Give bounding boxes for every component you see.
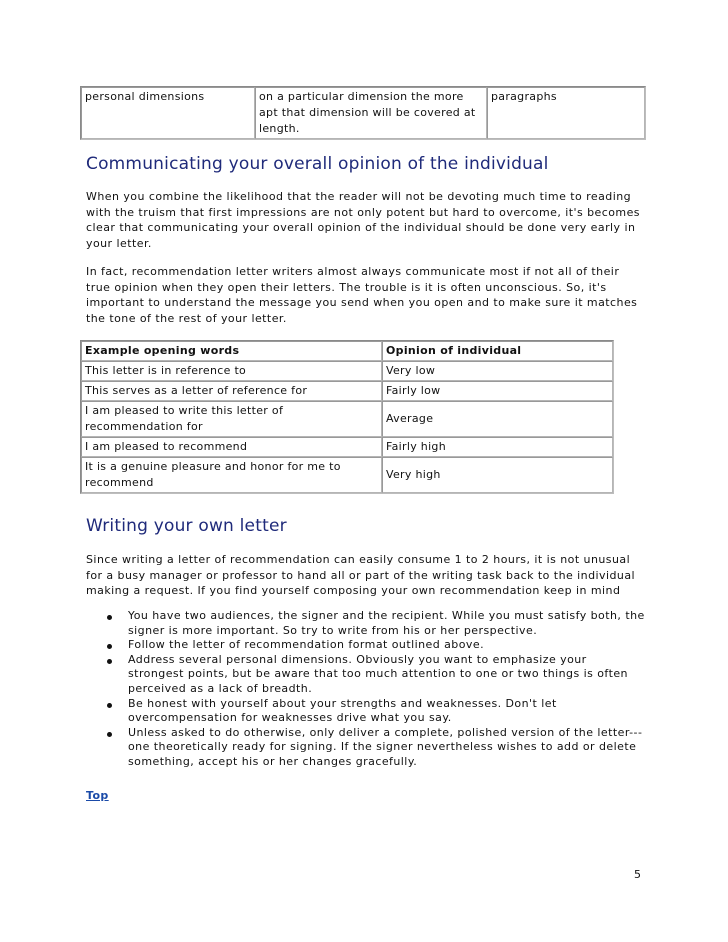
table-cell: This serves as a letter of reference for [81, 381, 382, 401]
bullet-icon [107, 615, 112, 620]
table-cell: paragraphs [487, 87, 645, 139]
table-row [81, 437, 613, 457]
continued-table [80, 86, 646, 140]
table-header-row [81, 341, 613, 361]
bullet-icon [107, 644, 112, 649]
table-row [81, 457, 613, 493]
paragraph: When you combine the likelihood that the reader will not be devoting much time to reading with the truism that first impressions are not only potent but hard to overcome, it's becomes clear that communicating your overall opinion of the individual should be done very early in your letter. [86, 190, 640, 250]
column-header: Opinion of individual [382, 341, 613, 361]
table-cell: Fairly high [382, 437, 613, 457]
list-item-text: Be honest with yourself about your strengths and weaknesses. Don't let overcompensation for weaknesses drive what you say. [128, 696, 557, 725]
list-item-text: Follow the letter of recommendation format outlined above. [128, 638, 485, 652]
opinion-table [80, 340, 614, 494]
page-number: 5 [634, 868, 642, 881]
list-item [86, 726, 646, 770]
table-cell: Average [382, 401, 613, 437]
table-cell: I am pleased to recommend [81, 437, 382, 457]
list-item-text: You have two audiences, the signer and the recipient. While you must satisfy both, the signer is more important. So try to write from his or her perspective. [128, 609, 645, 637]
table-cell: Very high [382, 457, 613, 493]
list-item [86, 653, 646, 697]
table-row [81, 87, 645, 139]
bullet-icon [107, 732, 112, 737]
bullet-icon [107, 659, 112, 664]
section-heading-opinion: Communicating your overall opinion of the individual [86, 154, 549, 174]
list-item [86, 638, 646, 653]
table-row [81, 381, 613, 401]
list-item [86, 697, 646, 726]
table-cell: Very low [382, 361, 613, 381]
table-cell: personal dimensions [81, 87, 255, 139]
tips-list [86, 609, 646, 770]
section-heading-own-letter: Writing your own letter [86, 516, 287, 536]
table-row [81, 401, 613, 437]
paragraph: Since writing a letter of recommendation can easily consume 1 to 2 hours, it is not unusual for a busy manager or professor to hand all or part of the writing task back to the individual making a request. If you find yourself composing your own recommendation keep in mind [86, 553, 636, 598]
table-cell: I am pleased to write this letter of recommendation for [81, 401, 382, 437]
paragraph: In fact, recommendation letter writers almost always communicate most if not all of their true opinion when they open their letters. The trouble is it is often unconscious. So, it's important to understand the message you send when you open and to make sure it matches the tone of the rest of your letter. [86, 265, 638, 325]
column-header: Example opening words [81, 341, 382, 361]
list-item-text: Unless asked to do otherwise, only deliver a complete, polished version of the letter--- one theoretically ready for signing. If the signer nevertheless wishes to add or delete something, accept his or her changes gracefully. [128, 725, 643, 768]
table-cell: This letter is in reference to [81, 361, 382, 381]
table-cell: It is a genuine pleasure and honor for me to recommend [81, 457, 382, 493]
top-link[interactable]: Top [86, 789, 109, 802]
bullet-icon [107, 703, 112, 708]
list-item [86, 609, 646, 638]
table-cell: on a particular dimension the more apt that dimension will be covered at length. [255, 87, 487, 139]
table-cell: Fairly low [382, 381, 613, 401]
table-row [81, 361, 613, 381]
list-item-text: Address several personal dimensions. Obviously you want to emphasize your strongest points, but be aware that too much attention to one or two things is often perceived as a lack of breadth. [128, 652, 628, 695]
